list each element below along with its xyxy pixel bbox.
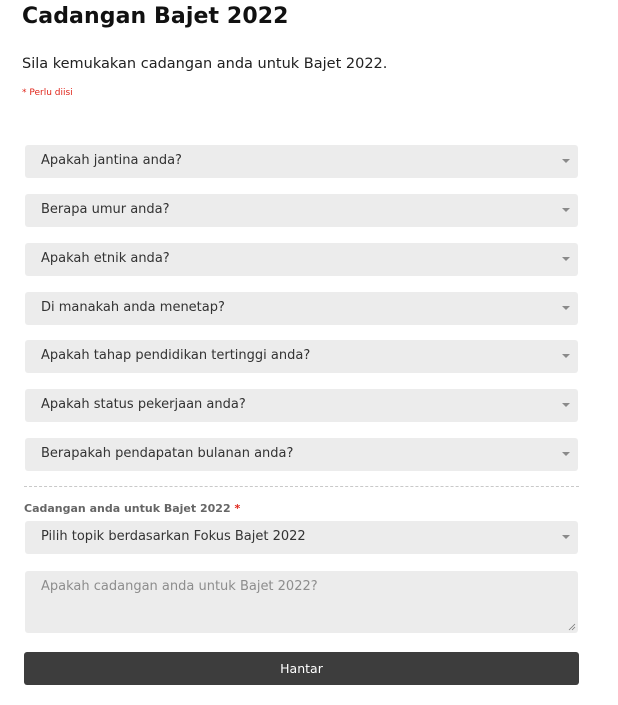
gender-select-label: Apakah jantina anda? [41, 153, 182, 168]
resize-grip-icon[interactable] [568, 623, 576, 631]
income-select[interactable] [25, 438, 578, 471]
education-select[interactable] [25, 340, 578, 373]
suggestion-label-text: Cadangan anda untuk Bajet 2022 [24, 502, 231, 515]
gender-select[interactable] [25, 145, 578, 178]
required-note: * Perlu diisi [22, 88, 73, 98]
age-select-label: Berapa umur anda? [41, 202, 170, 217]
suggestion-textarea[interactable] [25, 571, 578, 633]
chevron-down-icon [562, 257, 570, 261]
employment-select-label: Apakah status pekerjaan anda? [41, 397, 246, 412]
chevron-down-icon [562, 452, 570, 456]
suggestion-placeholder: Apakah cadangan anda untuk Bajet 2022? [41, 579, 318, 594]
chevron-down-icon [562, 306, 570, 310]
ethnicity-select-label: Apakah etnik anda? [41, 251, 170, 266]
section-divider [24, 486, 579, 487]
topic-select-label: Pilih topik berdasarkan Fokus Bajet 2022 [41, 529, 306, 544]
intro-text: Sila kemukakan cadangan anda untuk Bajet 2022. [22, 56, 388, 72]
suggestion-field-label [24, 502, 240, 515]
topic-select[interactable] [25, 521, 578, 554]
page-title: Cadangan Bajet 2022 [22, 4, 289, 29]
chevron-down-icon [562, 159, 570, 163]
ethnicity-select[interactable] [25, 243, 578, 276]
chevron-down-icon [562, 535, 570, 539]
age-select[interactable] [25, 194, 578, 227]
education-select-label: Apakah tahap pendidikan tertinggi anda? [41, 348, 311, 363]
chevron-down-icon [562, 403, 570, 407]
chevron-down-icon [562, 354, 570, 358]
income-select-label: Berapakah pendapatan bulanan anda? [41, 446, 294, 461]
submit-button[interactable]: Hantar [24, 652, 579, 685]
residence-select-label: Di manakah anda menetap? [41, 300, 225, 315]
employment-select[interactable] [25, 389, 578, 422]
required-asterisk: * [234, 502, 241, 515]
residence-select[interactable] [25, 292, 578, 325]
chevron-down-icon [562, 208, 570, 212]
